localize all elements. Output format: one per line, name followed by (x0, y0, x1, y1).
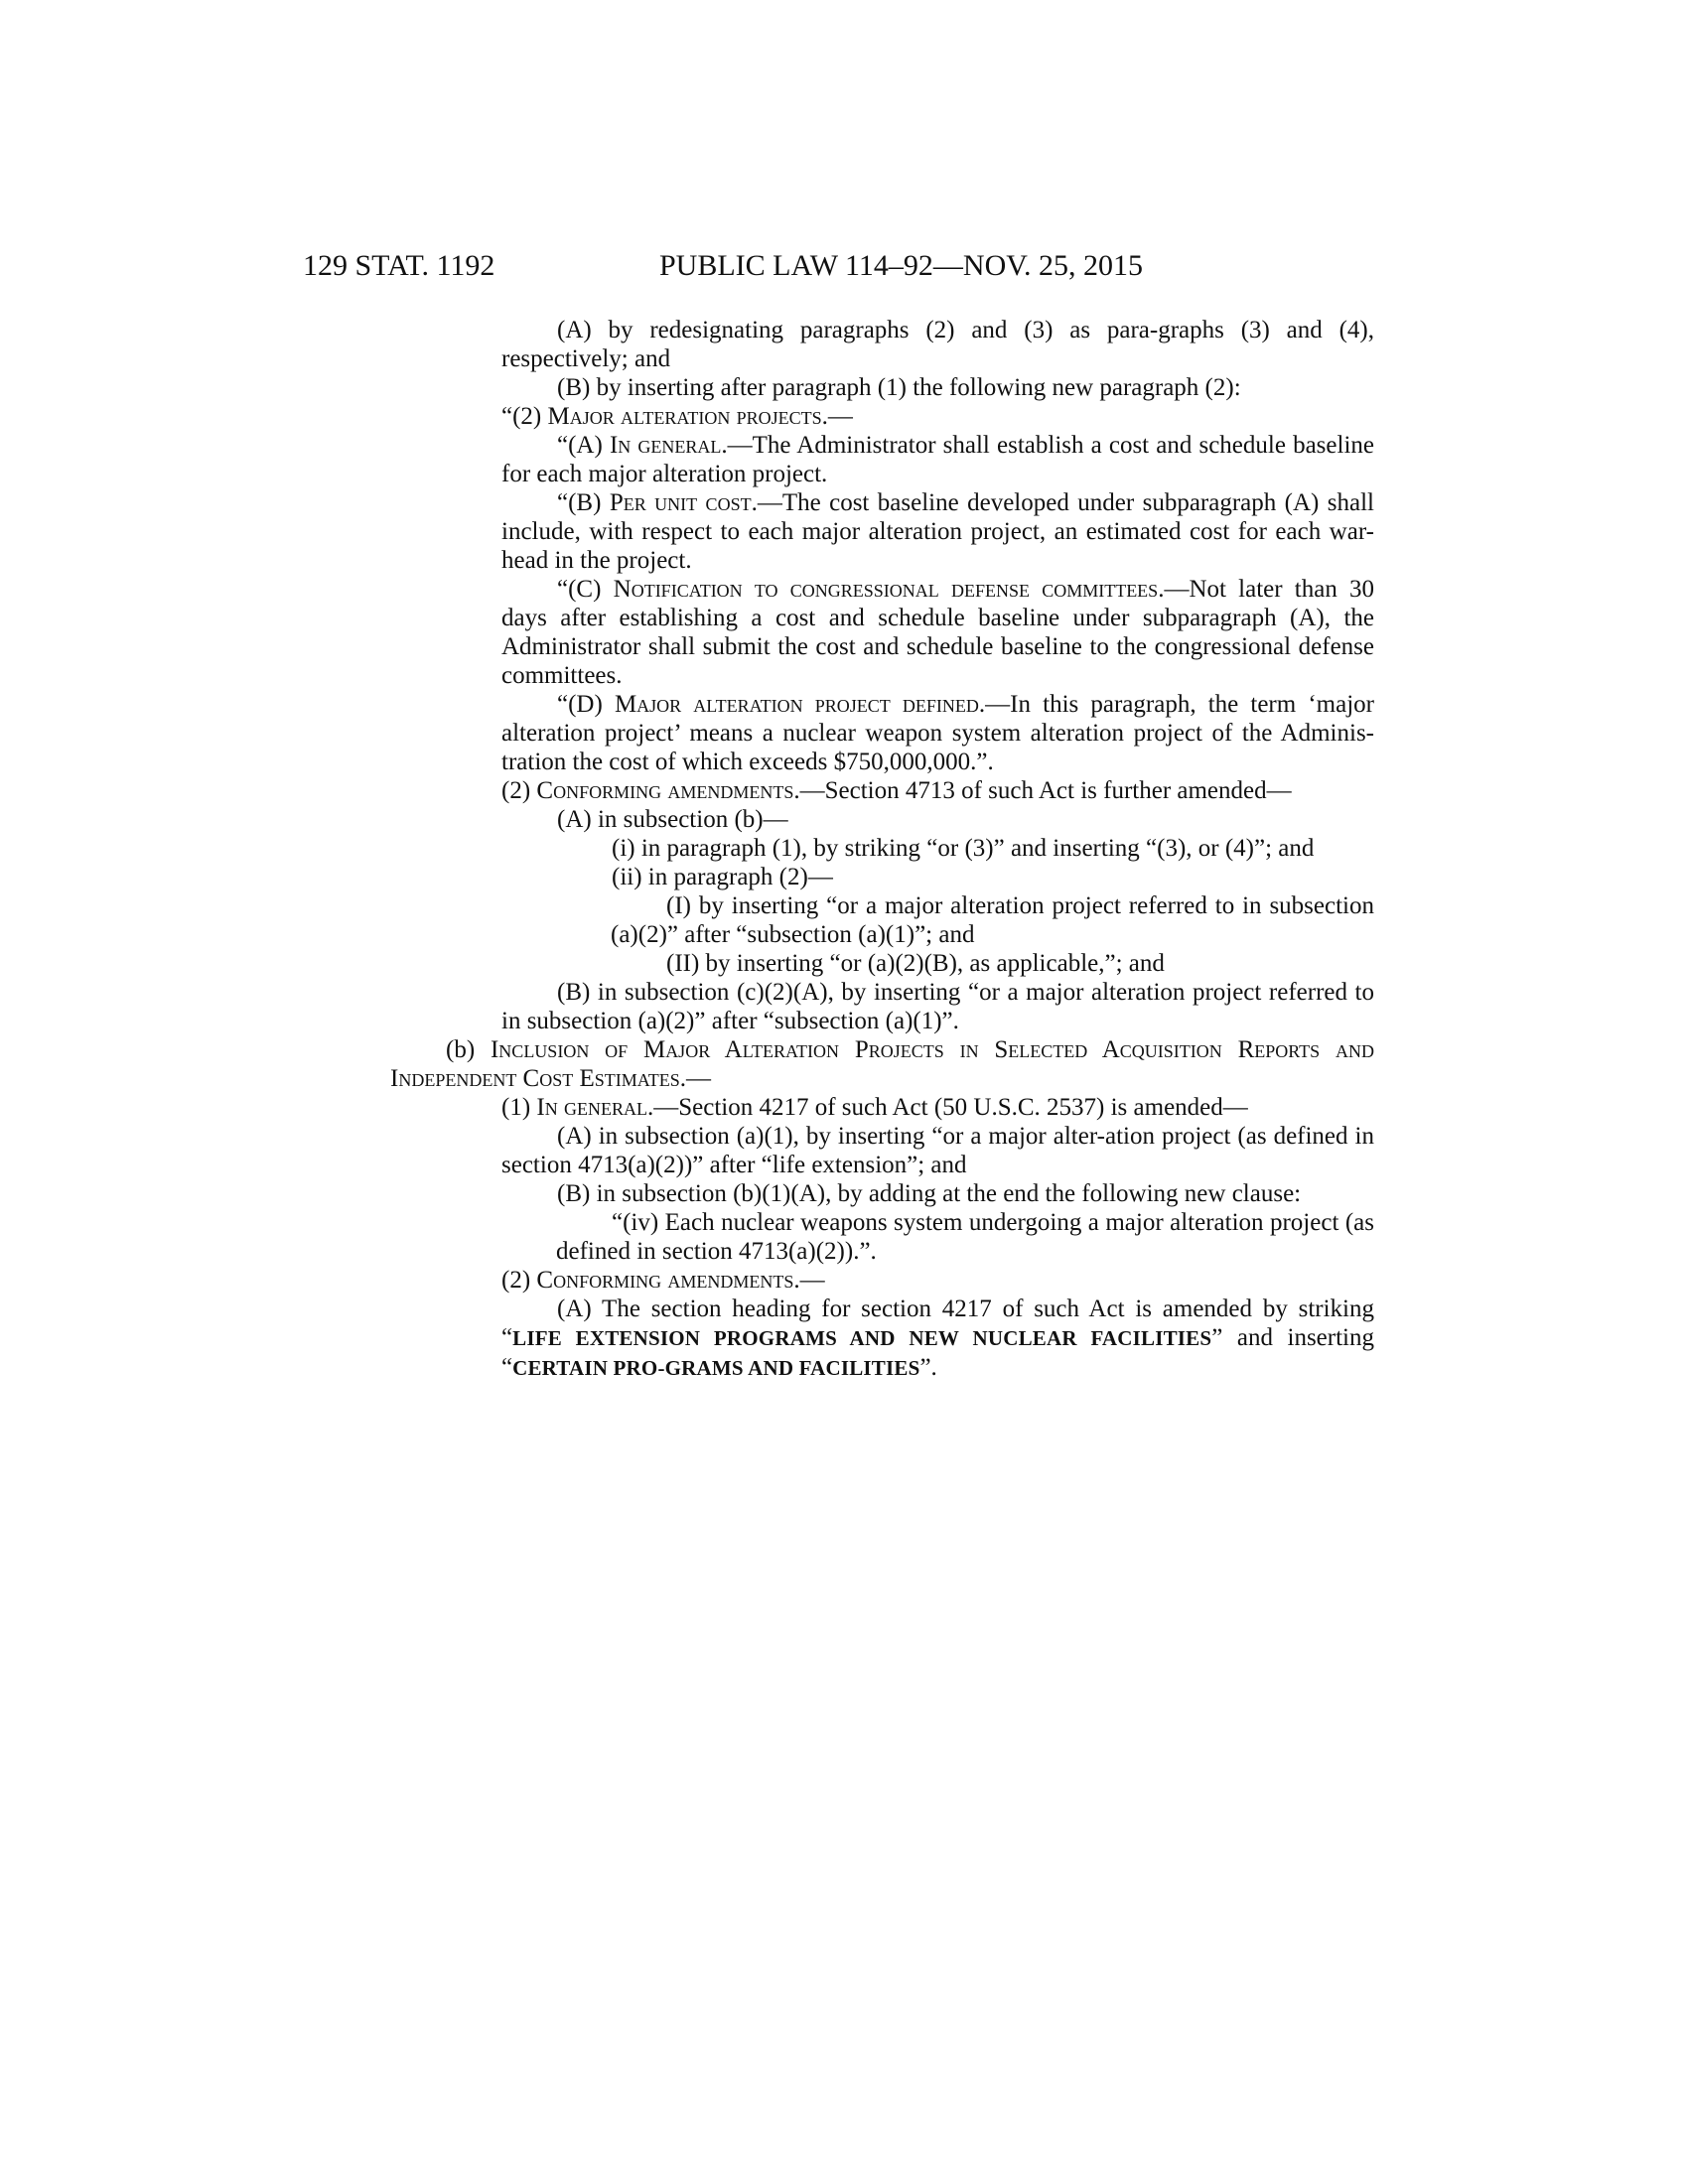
subparagraph-number: “(D) (557, 691, 615, 718)
conforming-clause-a: (A) in subsection (b)— (557, 806, 788, 833)
paragraph-number: (1) (501, 1094, 537, 1121)
subsection-b-clause-a: (A) in subsection (a)(1), by inserting “or a major alter-ation project (as defined in section 4713(a)(2))” after “life extension”; and (501, 1123, 1374, 1178)
paragraph-heading: In general (536, 1094, 647, 1121)
paragraph-text: .—Section 4217 of such Act (50 U.S.C. 2537) is amended— (646, 1094, 1248, 1121)
clause-a-redesignating: (A) by redesignating paragraphs (2) and (3) as para-graphs (3) and (4), respectively; and (501, 317, 1374, 372)
paragraph-number: “(2) (501, 403, 548, 430)
paragraph-dash: .— (821, 403, 853, 430)
public-law-reference: PUBLIC LAW 114–92—NOV. 25, 2015 (659, 249, 1144, 282)
subparagraph-text: .—Not later than 30 days after establishing a cost and schedule baseline under subparagraph (A), the Administrator shall submit the cost and schedule baseline to the congressional defense committees. (501, 576, 1375, 689)
subsection-dash: .— (679, 1065, 712, 1092)
paragraph-heading: Conforming amendments (536, 777, 794, 804)
subsection-b-heading (390, 1035, 1374, 1093)
subparagraph-number: “(C) (557, 576, 614, 603)
subparagraph-number: “(A) (557, 432, 610, 459)
document-body (0, 316, 1688, 1383)
subsection-heading: Inclusion of Major Alteration Projects in Selected Acquisition Reports and Independent Cost Estimates (390, 1036, 1375, 1092)
subparagraph-text: .—The Administrator shall establish a cost and schedule baseline for each major alteration project. (501, 432, 1374, 487)
new-paragraph-2-heading (501, 402, 1374, 431)
subparagraph-c-notification (501, 575, 1374, 690)
subparagraph-heading: Per unit cost (609, 489, 752, 516)
amendment-text: (A) The section heading for section 4217 of such Act is amended by striking “ (501, 1296, 1374, 1351)
subparagraph-b-per-unit-cost (501, 488, 1374, 575)
subparagraph-d-definition (501, 690, 1374, 776)
inserted-heading: CERTAIN PRO-GRAMS AND FACILITIES (512, 1356, 920, 1380)
subsection-number: (b) (446, 1036, 491, 1063)
subparagraph-heading: Notification to congressional defense committees (613, 576, 1159, 603)
subsection-b-paragraph-1 (446, 1093, 1374, 1122)
conforming-clause-i: (i) in paragraph (1), by striking “or (3)” and inserting “(3), or (4)”; and (612, 835, 1315, 862)
paragraph-text: .—Section 4713 of such Act is further amended— (793, 777, 1292, 804)
clause-b-inserting: (B) by inserting after paragraph (1) the following new paragraph (2): (557, 374, 1241, 401)
subparagraph-heading: Major alteration project defined (614, 691, 979, 718)
paragraph-heading: Conforming amendments (536, 1267, 794, 1294)
conforming-clause-ii: (ii) in paragraph (2)— (612, 864, 833, 890)
struck-heading: LIFE EXTENSION PROGRAMS AND NEW NUCLEAR FACILITIES (512, 1326, 1212, 1350)
paragraph-2-conforming-amendments (446, 776, 1374, 805)
section-heading-amendment (501, 1295, 1374, 1383)
paragraph-number: (2) (501, 777, 537, 804)
amendment-text: ” and inserting “ (501, 1324, 1374, 1381)
statute-reference: 129 STAT. 1192 (303, 249, 495, 282)
conforming-subclause-I: (I) by inserting “or a major alteration project referred to in subsection (a)(2)” after “subsection (a)(1)”; and (611, 892, 1374, 948)
amendment-text: ”. (919, 1354, 937, 1381)
subparagraph-a-in-general (501, 431, 1374, 488)
paragraph-heading: Major alteration projects (547, 403, 822, 430)
new-clause-iv: “(iv) Each nuclear weapons system undergoing a major alteration project (as defined in section 4713(a)(2)).”. (556, 1209, 1374, 1265)
subparagraph-heading: In general (609, 432, 722, 459)
subparagraph-text: .—The cost baseline developed under subparagraph (A) shall include, with respect to each major alteration project, an estimated cost for each war-head in the project. (501, 489, 1375, 574)
conforming-subclause-II: (II) by inserting “or (a)(2)(B), as applicable,”; and (666, 950, 1165, 977)
subsection-b-paragraph-2-heading (446, 1266, 1374, 1295)
running-header (0, 246, 1688, 286)
subparagraph-text: .—In this paragraph, the term ‘major alteration project’ means a nuclear weapon system alteration project of the Adminis-tration the cost of which exceeds $750,000,000.”. (501, 691, 1374, 775)
subsection-b-clause-b: (B) in subsection (b)(1)(A), by adding at the end the following new clause: (557, 1180, 1302, 1207)
conforming-clause-b: (B) in subsection (c)(2)(A), by inserting “or a major alteration project referred to in subsection (a)(2)” after “subsection (a)(1)”. (501, 979, 1374, 1034)
paragraph-dash: .— (793, 1267, 825, 1294)
subparagraph-number: “(B) (557, 489, 610, 516)
paragraph-number: (2) (501, 1267, 537, 1294)
